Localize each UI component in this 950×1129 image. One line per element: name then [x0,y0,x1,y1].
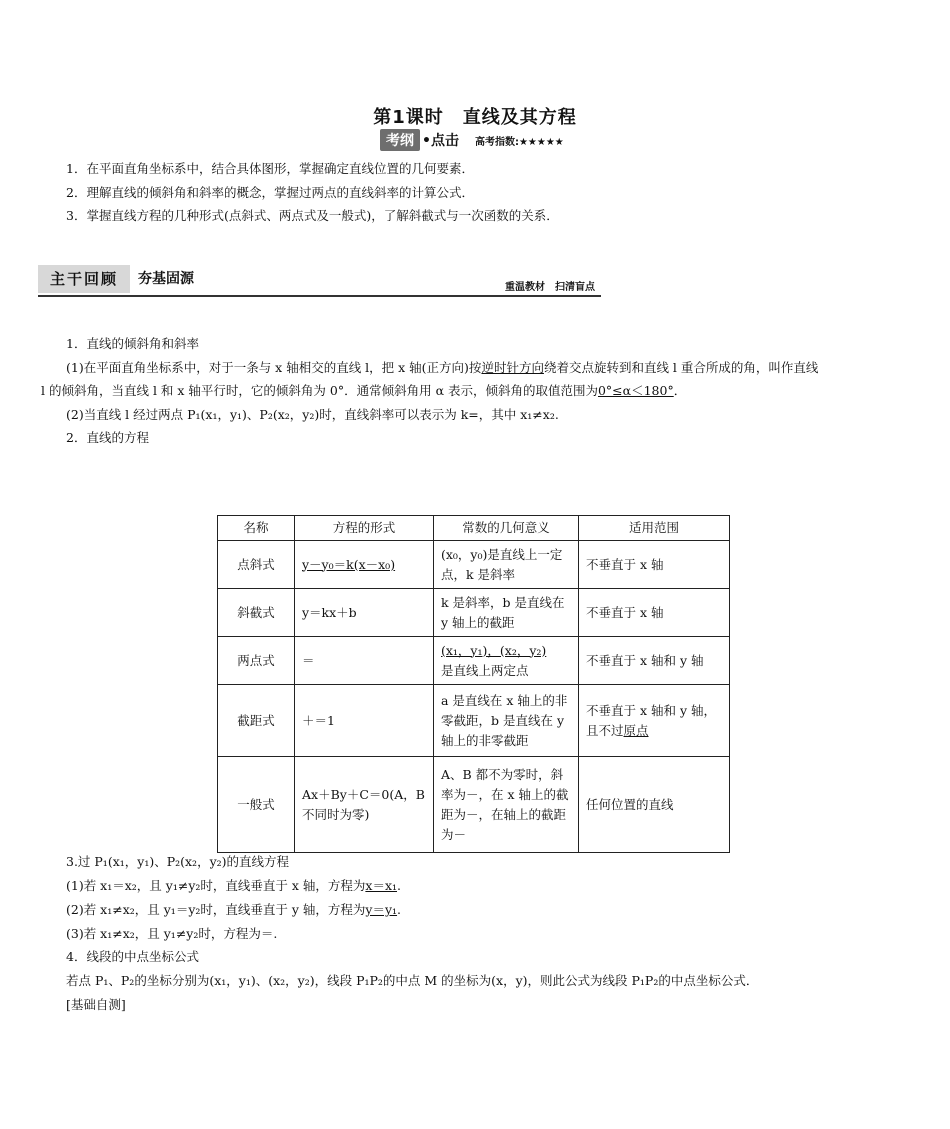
underlined-answer: 原点 [623,722,649,738]
row-name: 截距式 [218,685,295,757]
row-scope: 不垂直于 x 轴和 y 轴 [579,637,730,685]
section-subtitle: 夯基固源 [138,271,194,287]
heading-slope: 1．直线的倾斜角和斜率 [66,336,199,351]
kaogang-badge: 考纲 [380,129,420,151]
text: (2)若 x₁≠x₂，且 y₁＝y₂时，直线垂直于 y 轴，方程为 [66,902,366,917]
row-scope: 任何位置的直线 [579,757,730,853]
basic-self-test: [基础自测] [66,997,126,1012]
case-3: (3)若 x₁≠x₂，且 y₁≠y₂时，方程为＝. [66,926,278,941]
objective-2: 2．理解直线的倾斜角和斜率的概念，掌握过两点的直线斜率的计算公式． [66,185,474,200]
underlined-answer: y＝y₁ [365,902,398,917]
equation-forms-table [217,515,730,853]
row-scope: 不垂直于 x 轴 [579,541,730,589]
table-row [218,757,730,853]
objective-1: 1．在平面直角坐标系中，结合具体图形，掌握确定直线位置的几何要素． [66,161,474,176]
text: ． [673,383,687,398]
text: (1)若 x₁＝x₂，且 y₁≠y₂时，直线垂直于 x 轴，方程为 [66,878,366,893]
table-row [218,541,730,589]
paragraph-1a [66,359,818,377]
table-row [218,637,730,685]
paragraph-2: (2)当直线 l 经过两点 P₁(x₁，y₁)、P₂(x₂，y₂)时，直线斜率可以表示为 k=，其中 x₁≠x₂. [66,407,559,422]
row-scope [579,685,730,757]
exam-index: 高考指数:★★★★★ [474,136,564,148]
header-scope: 适用范围 [579,516,730,541]
case-2: (2)若 x₁≠x₂，且 y₁＝y₂时，直线垂直于 y 轴，方程为y＝y₁. [66,902,402,917]
header-meaning: 常数的几何意义 [434,516,579,541]
underlined-answer: 0°≤α＜180° [597,383,674,398]
row-name: 点斜式 [218,541,295,589]
underlined-points: (x₁，y₁)，(x₂，y₂) [441,642,547,658]
heading-two-point: 3.过 P₁(x₁，y₁)、P₂(x₂，y₂)的直线方程 [66,854,290,869]
text: (1)在平面直角坐标系中，对于一条与 x 轴相交的直线 l，把 x 轴(正方向)按 [66,360,482,375]
heading-midpoint: 4．线段的中点坐标公式 [66,949,199,964]
kaogang-click: •点击 [422,133,459,149]
page-title: 第1课时 直线及其方程 [373,107,577,128]
kaogang-header [380,130,564,150]
table-row [218,589,730,637]
row-name: 两点式 [218,637,295,685]
row-scope: 不垂直于 x 轴 [579,589,730,637]
underlined-form: y－y₀＝k(x－x₀) [302,556,396,572]
underlined-answer: x＝x₁ [365,878,398,893]
row-form [295,541,434,589]
paragraph-1b [41,382,686,400]
row-form: ＝ [295,637,434,685]
underlined-answer: 逆时针方向 [481,360,544,375]
section-badge: 主干回顾 [38,265,130,293]
objective-3: 3．掌握直线方程的几种形式(点斜式、两点式及一般式)，了解斜截式与一次函数的关系． [66,208,559,223]
table-row [218,685,730,757]
midpoint-text: 若点 P₁、P₂的坐标分别为(x₁，y₁)、(x₂，y₂)，线段 P₁P₂的中点 M 的坐标为(x，y)，则此公式为线段 P₁P₂的中点坐标公式． [66,973,759,988]
case-1: (1)若 x₁＝x₂，且 y₁≠y₂时，直线垂直于 x 轴，方程为x＝x₁. [66,878,401,893]
row-meaning: k 是斜率，b 是直线在 y 轴上的截距 [434,589,579,637]
row-meaning: a 是直线在 x 轴上的非零截距，b 是直线在 y 轴上的非零截距 [434,685,579,757]
row-meaning: A、B 都不为零时，斜率为－，在 x 轴上的截距为－，在轴上的截距为－ [434,757,579,853]
row-meaning: (x₀，y₀)是直线上一定点，k 是斜率 [434,541,579,589]
section-header [38,265,601,297]
row-form: Ax＋By＋C＝0(A，B 不同时为零) [295,757,434,853]
row-form: y＝kx＋b [295,589,434,637]
row-name: 一般式 [218,757,295,853]
text: l 的倾斜角，当直线 l 和 x 轴平行时，它的倾斜角为 0°．通常倾斜角用 α 表示，倾斜角的取值范围为 [41,383,598,398]
header-name: 名称 [218,516,295,541]
heading-equations: 2．直线的方程 [66,430,149,445]
header-form: 方程的形式 [295,516,434,541]
section-tagline: 重温教材 扫清盲点 [505,282,595,293]
row-name: 斜截式 [218,589,295,637]
text: 不垂直于 x 轴和 y 轴，且不过 [586,702,717,738]
table-header-row [218,516,730,541]
row-meaning [434,637,579,685]
text: 是直线上两定点 [441,662,529,678]
row-form: ＋＝1 [295,685,434,757]
text: 绕着交点旋转到和直线 l 重合所成的角，叫作直线 [543,360,819,375]
